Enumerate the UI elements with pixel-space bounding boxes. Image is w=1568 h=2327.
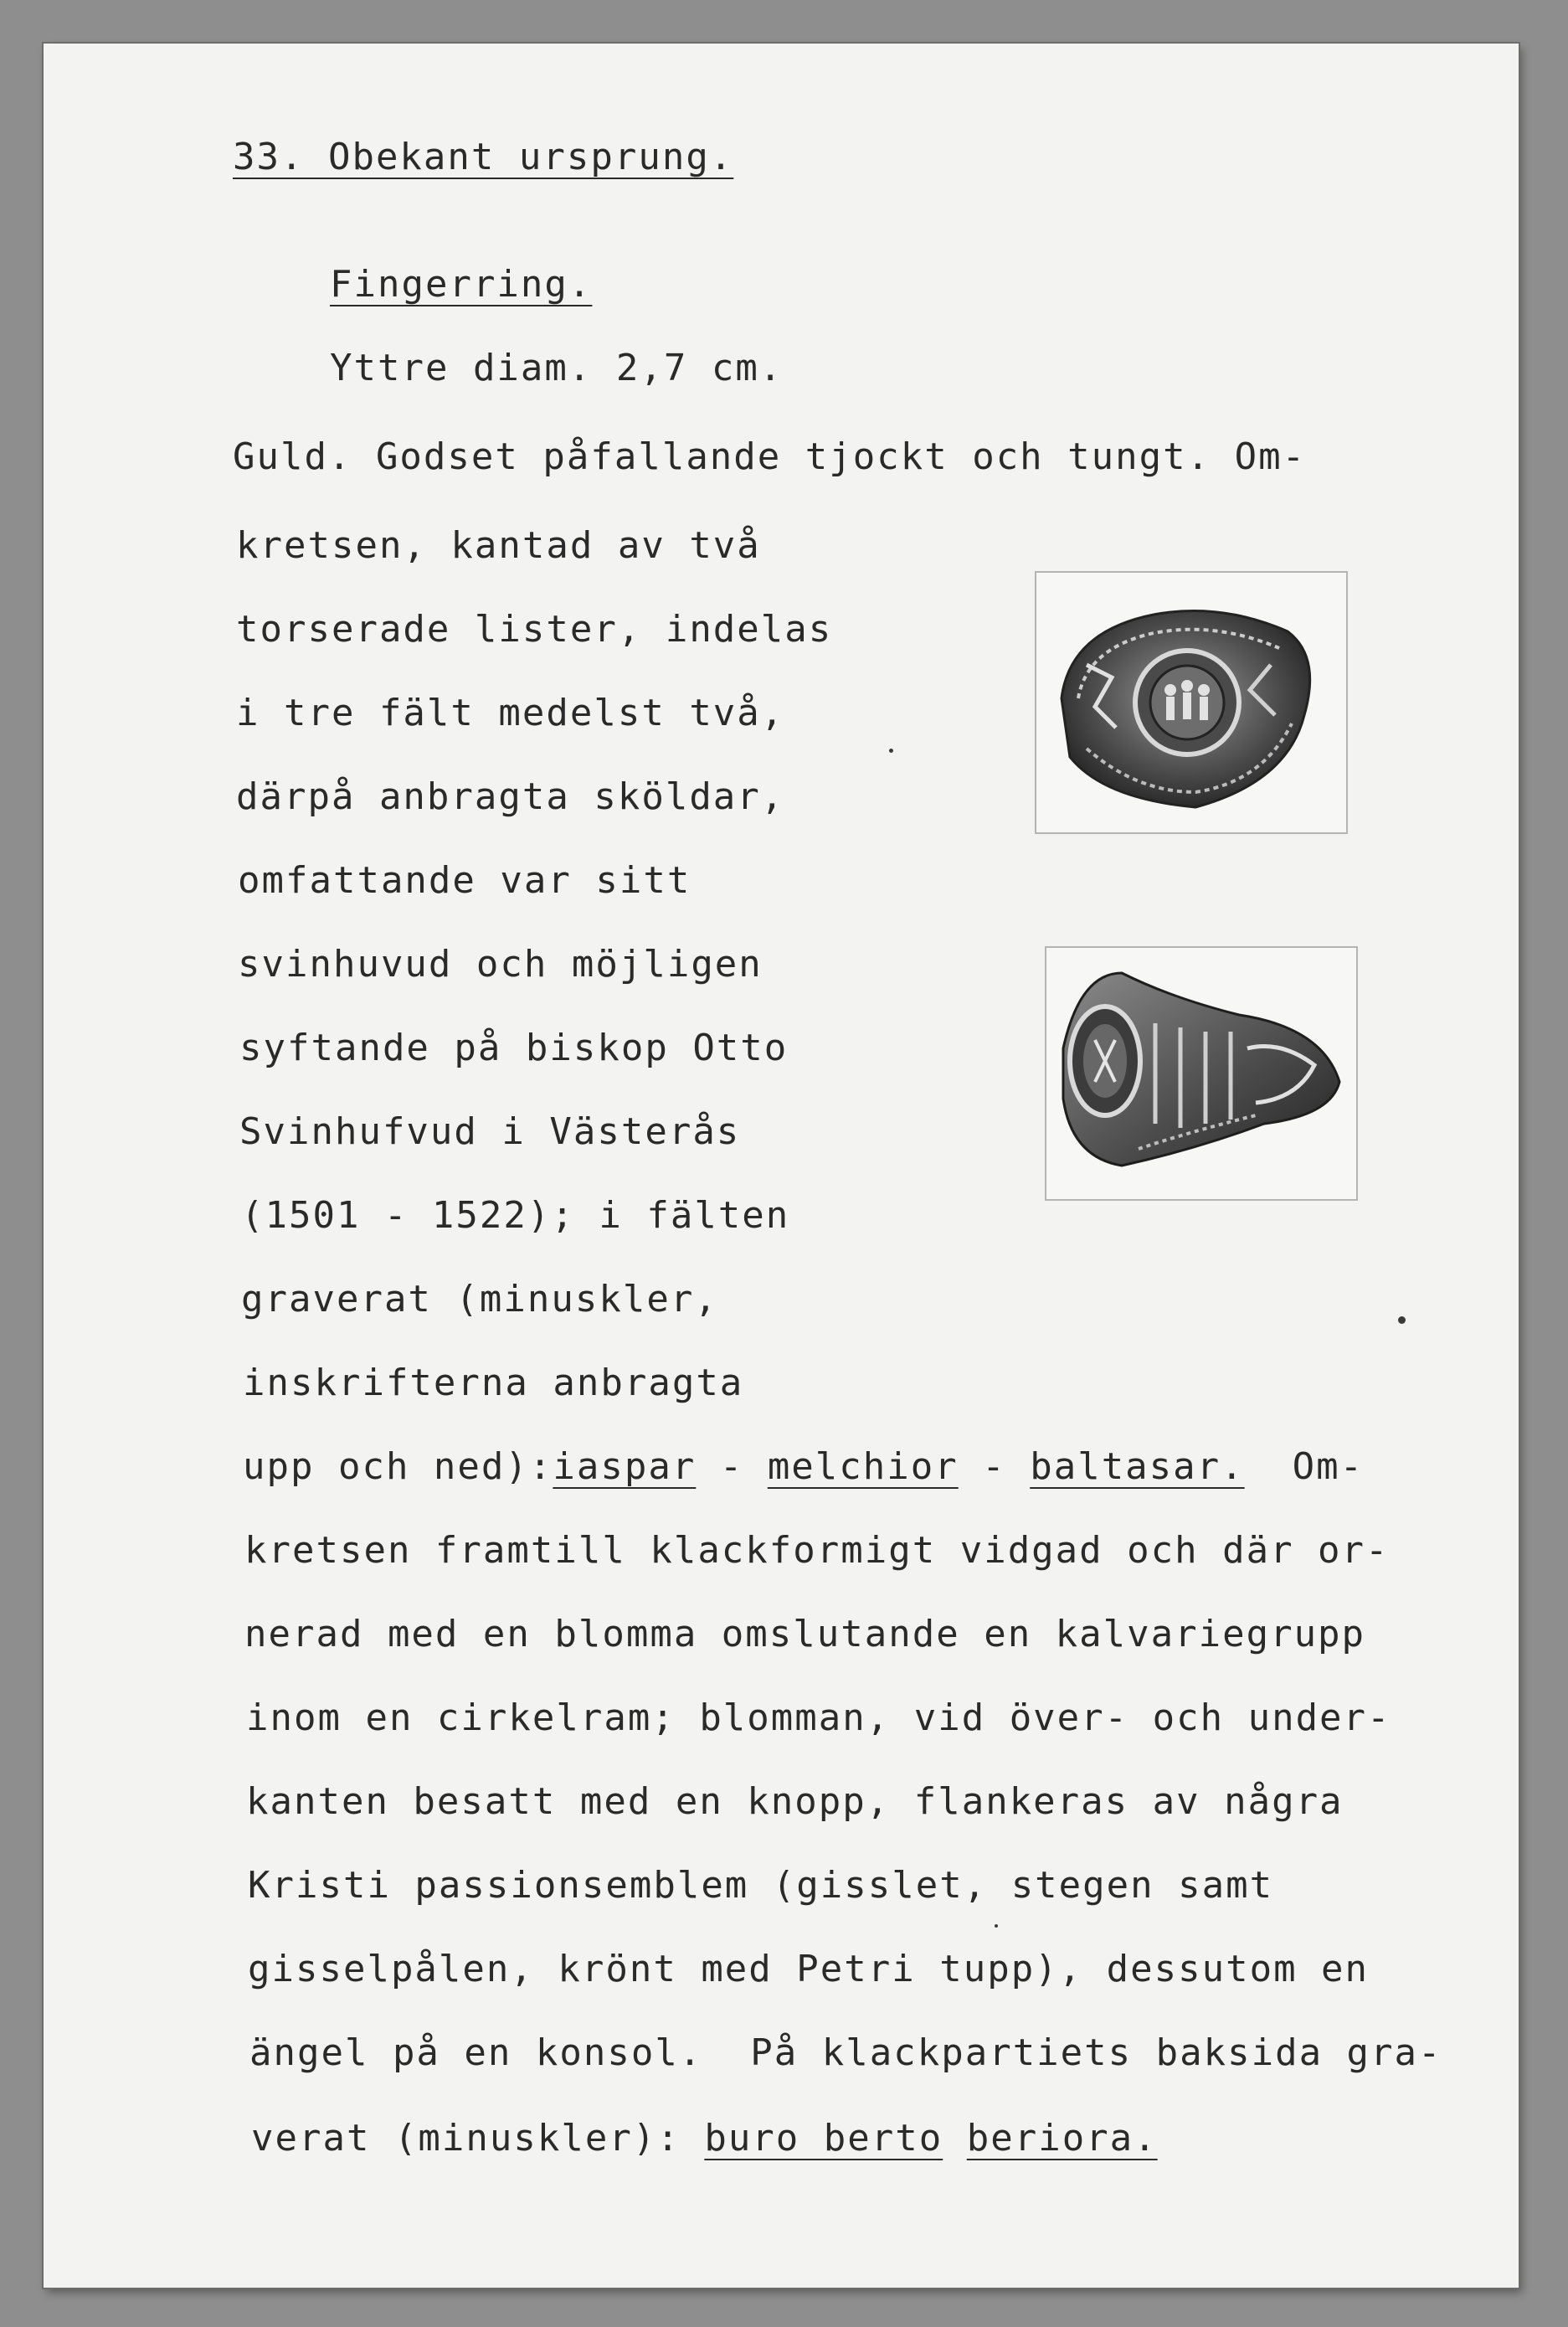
desc-line-4: i tre fält medelst två, xyxy=(236,692,785,734)
last-line-prefix: verat (minuskler): xyxy=(251,2117,705,2160)
ring-front-image xyxy=(1036,573,1346,832)
desc-line-10: (1501 - 1522); i fälten xyxy=(241,1194,790,1237)
inscription-word-1: iaspar xyxy=(553,1445,697,1488)
last-line-word-1: buro berto xyxy=(704,2117,943,2160)
desc-line-14: nerad med en blomma omslutande en kalvariegrupp xyxy=(244,1613,1366,1655)
scan-speck xyxy=(889,749,893,753)
desc-line-16: kanten besatt med en knopp, flankeras av några xyxy=(246,1780,1344,1823)
scan-speck xyxy=(1398,1316,1406,1324)
inscription-word-2: melchior xyxy=(767,1445,959,1488)
ring-side-photo xyxy=(1045,946,1358,1201)
desc-line-12: inskrifterna anbragta xyxy=(243,1362,744,1404)
dimension: Yttre diam. 2,7 cm. xyxy=(330,347,784,389)
inscription-prefix: upp och ned): xyxy=(243,1445,553,1488)
desc-line-1: Guld. Godset påfallande tjockt och tungt. Om- xyxy=(233,435,1307,478)
inscription-sep-2: - xyxy=(958,1445,1031,1488)
desc-line-18: gisselpålen, krönt med Petri tupp), dessutom en xyxy=(248,1948,1370,1990)
object-name: Fingerring. xyxy=(330,263,593,306)
desc-line-11: graverat (minuskler, xyxy=(241,1278,718,1321)
desc-line-9: Svinhufvud i Västerås xyxy=(239,1110,741,1153)
inscription-word-3: baltasar. xyxy=(1030,1445,1245,1488)
desc-line-3: torserade lister, indelas xyxy=(236,608,833,651)
desc-line-15: inom en cirkelram; blomman, vid över- och under- xyxy=(246,1696,1391,1739)
desc-line-6: omfattande var sitt xyxy=(238,859,691,902)
desc-line-8: syftande på biskop Otto xyxy=(239,1027,789,1069)
last-line xyxy=(251,2115,1158,2162)
ring-side-image xyxy=(1046,948,1356,1199)
heading: 33. Obekant ursprung. xyxy=(233,136,734,178)
desc-line-17: Kristi passionsemblem (gisslet, stegen samt xyxy=(248,1864,1274,1907)
desc-line-5: därpå anbragta sköldar, xyxy=(236,775,785,818)
desc-line-2: kretsen, kantad av två xyxy=(236,524,761,567)
last-line-sep xyxy=(943,2117,967,2160)
last-line-word-2: beriora. xyxy=(966,2117,1158,2160)
inscription-line xyxy=(243,1444,1364,1490)
desc-line-19: ängel på en konsol. På klackpartiets baksida gra- xyxy=(249,2031,1442,2074)
ring-front-photo xyxy=(1035,571,1348,834)
inscription-suffix: Om- xyxy=(1244,1445,1365,1488)
document-card xyxy=(44,44,1519,2288)
scan-speck xyxy=(995,1924,998,1928)
inscription-sep-1: - xyxy=(696,1445,768,1488)
desc-line-7: svinhuvud och möjligen xyxy=(238,943,763,986)
desc-line-13: kretsen framtill klackformigt vidgad och där or- xyxy=(244,1529,1390,1572)
